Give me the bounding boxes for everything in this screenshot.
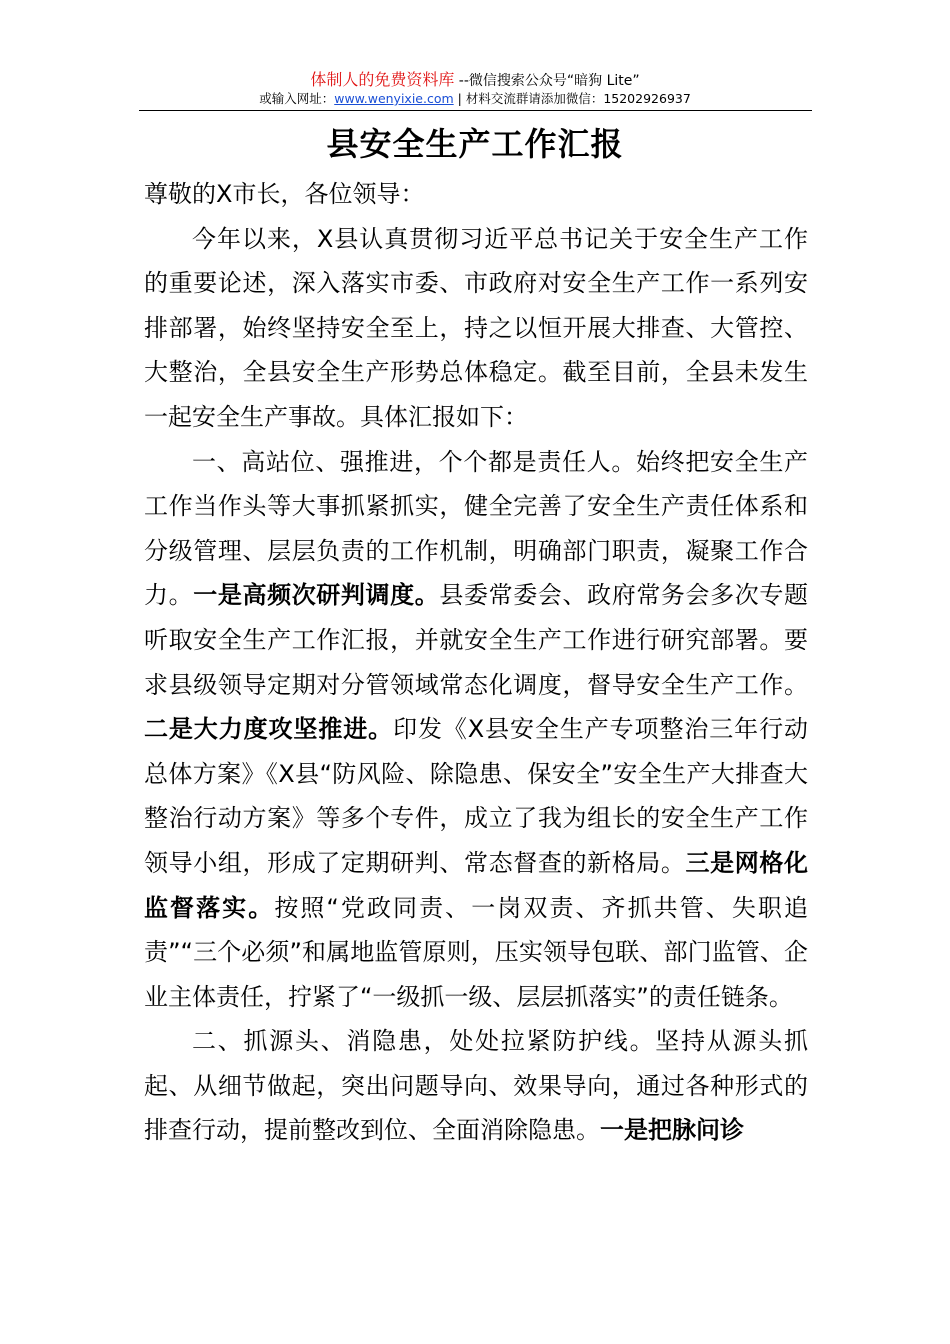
section-1-emphasis-1: 一是高频次研判调度。 [193,580,440,610]
contact-text: | 材料交流群请添加微信：15202926937 [453,91,691,106]
section-2-text-a: 二、抓源头、消隐患，处处拉紧防护线。坚持从源头抓起、从细节做起，突出问题导向、效果导向，通过各种形式的排查行动，提前整改到位、全面消除隐患。 [144,1027,808,1145]
header-divider [139,110,812,111]
document-body [144,172,808,1153]
section-1-emphasis-3: 三是网格化监督落实。 [144,847,809,922]
section-1-text-b: 县委常委会、政府常务会多次专题听取安全生产工作汇报，并就安全生产工作进行研究部署。要求县级领导定期对分管领域常态化调度，督导安全生产工作。 [144,581,809,699]
brand-text: 体制人的免费资料库 [310,70,455,89]
section-1-text-a: 一、高站位、强推进，个个都是责任人。始终把安全生产工作当作头等大事抓紧抓实，健全完善了安全生产责任体系和分级管理、层层负责的工作机制，明确部门职责，凝聚工作合力。 [144,447,808,610]
salutation: 尊敬的X市长，各位领导： [144,180,425,208]
section-1-text-d: 按照“党政同责、一岗双责、齐抓共管、失职追责”“三个必须”和属地监管原则，压实领导包联、部门监管、企业主体责任，拧紧了“一级抓一级、层层抓落实”的责任链条。 [144,893,808,1011]
paragraph-intro: 今年以来，X县认真贯彻习近平总书记关于安全生产工作的重要论述，深入落实市委、市政府对安全生产工作一系列安排部署，始终坚持安全至上，持之以恒开展大排查、大管控、大整治，全县安全生产形势总体稳定。截至目前，全县未发生一起安全生产事故。具体汇报如下： [144,224,808,431]
url-prefix: 或输入网址： [259,91,335,106]
tagline-text: --微信搜索公众号“暗狗 Lite” [458,73,640,89]
watermark-subheader [0,90,950,108]
website-link[interactable]: www.wenyixie.com [334,91,454,106]
section-2-emphasis-1: 一是把脉问诊 [600,1115,744,1145]
paragraph-section-1 [144,440,808,1020]
paragraph-section-2 [144,1019,808,1153]
section-1-emphasis-2: 二是大力度攻坚推进。 [144,714,394,744]
document-title: 县安全生产工作汇报 [326,125,624,163]
watermark-header [0,70,950,91]
section-1-text-c: 印发《X县安全生产专项整治三年行动总体方案》《X县“防风险、除隐患、保安全”安全生产大排查大整治行动方案》等多个专件，成立了我为组长的安全生产工作领导小组，形成了定期研判、常态督查的新格局。 [144,715,808,877]
